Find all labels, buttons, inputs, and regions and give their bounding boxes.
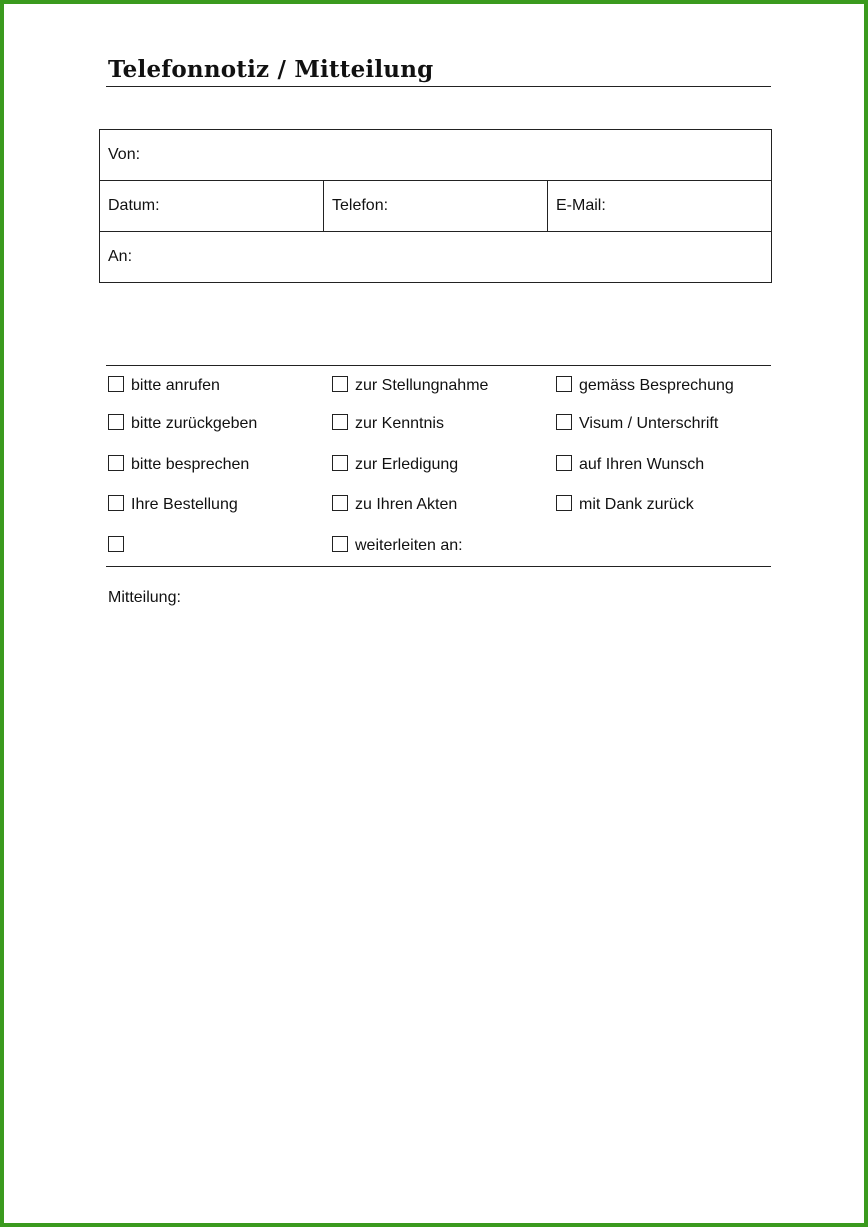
- checkbox[interactable]: [556, 376, 572, 392]
- option-blank[interactable]: [108, 535, 131, 557]
- option-label: bitte besprechen: [131, 456, 250, 473]
- option-bitte-besprechen[interactable]: [108, 454, 249, 476]
- option-zu-ihren-akten[interactable]: [332, 494, 457, 516]
- checkbox[interactable]: [108, 455, 124, 471]
- option-weiterleiten-an[interactable]: [332, 535, 463, 557]
- option-label: zur Kenntnis: [355, 415, 444, 432]
- checkbox[interactable]: [332, 414, 348, 430]
- header-table: [99, 129, 772, 283]
- option-zur-stellungnahme[interactable]: [332, 375, 488, 397]
- checkbox[interactable]: [332, 376, 348, 392]
- mitteilung-label: Mitteilung:: [108, 589, 181, 606]
- option-label: zur Stellungnahme: [355, 377, 489, 394]
- row-von: [100, 130, 771, 181]
- checkbox[interactable]: [108, 536, 124, 552]
- option-gemaess-besprechung[interactable]: [556, 375, 734, 397]
- option-label: bitte anrufen: [131, 377, 220, 394]
- telefon-field[interactable]: Telefon:: [324, 181, 548, 231]
- checkbox[interactable]: [108, 495, 124, 511]
- checkbox[interactable]: [332, 536, 348, 552]
- option-label: Visum / Unterschrift: [579, 415, 719, 432]
- title-underline: [106, 86, 771, 87]
- checkbox[interactable]: [108, 376, 124, 392]
- option-ihre-bestellung[interactable]: [108, 494, 238, 516]
- option-label: auf Ihren Wunsch: [579, 456, 705, 473]
- options-top-rule: [106, 365, 771, 366]
- option-label: zur Erledigung: [355, 456, 459, 473]
- option-label: zu Ihren Akten: [355, 496, 458, 513]
- option-visum-unterschrift[interactable]: [556, 413, 718, 435]
- email-field[interactable]: E-Mail:: [556, 197, 606, 214]
- row-an: [100, 232, 771, 283]
- option-label: mit Dank zurück: [579, 496, 694, 513]
- option-label: weiterleiten an:: [355, 537, 463, 554]
- checkbox[interactable]: [556, 414, 572, 430]
- options-bottom-rule: [106, 566, 771, 567]
- option-label: bitte zurückgeben: [131, 415, 258, 432]
- von-field[interactable]: Von:: [108, 146, 141, 163]
- checkbox[interactable]: [332, 455, 348, 471]
- option-auf-ihren-wunsch[interactable]: [556, 454, 704, 476]
- option-label: Ihre Bestellung: [131, 496, 238, 513]
- checkbox[interactable]: [108, 414, 124, 430]
- option-mit-dank-zurueck[interactable]: [556, 494, 694, 516]
- option-zur-erledigung[interactable]: [332, 454, 458, 476]
- option-label: gemäss Besprechung: [579, 377, 734, 394]
- checkbox[interactable]: [332, 495, 348, 511]
- checkbox[interactable]: [556, 455, 572, 471]
- row-datum-telefon-email: [100, 181, 771, 232]
- option-bitte-zurueckgeben[interactable]: [108, 413, 257, 435]
- option-bitte-anrufen[interactable]: [108, 375, 220, 397]
- option-zur-kenntnis[interactable]: [332, 413, 444, 435]
- checkbox[interactable]: [556, 495, 572, 511]
- an-field[interactable]: An:: [108, 248, 133, 265]
- page-title: Telefonnotiz / Mitteilung: [108, 56, 434, 83]
- datum-field[interactable]: Datum:: [100, 181, 324, 231]
